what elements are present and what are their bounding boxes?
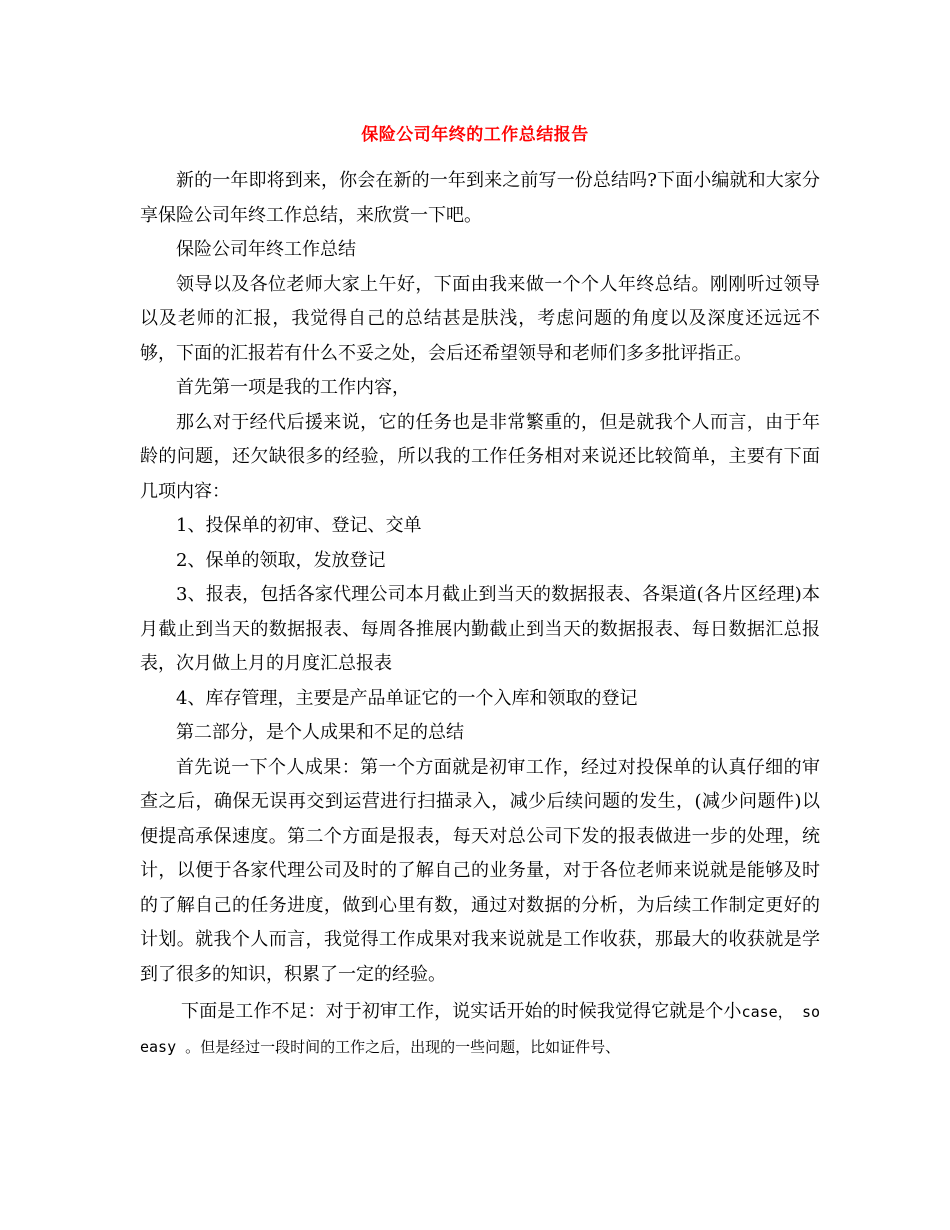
document-title: 保险公司年终的工作总结报告 bbox=[361, 125, 589, 145]
paragraph-work-overview: 那么对于经代后援来说，它的任务也是非常繁重的，但是就我个人而言，由于年龄的问题，还欠缺很多的经验，所以我的工作任务相对来说还比较简单，主要有下面几项内容： bbox=[140, 411, 820, 502]
paragraph-section-1-heading: 首先第一项是我的工作内容， bbox=[176, 377, 410, 398]
list-item-3: 3、报表，包括各家代理公司本月截止到当天的数据报表、各渠道(各片区经理)本月截止到当天的数据报表、每周各推展内勤截止到当天的数据报表、每日数据汇总报表，次月做上月的月度汇总报表 bbox=[140, 584, 820, 674]
paragraph-section-2-heading: 第二部分，是个人成果和不足的总结 bbox=[176, 722, 464, 743]
paragraph-intro: 新的一年即将到来，你会在新的一年到来之前写一份总结吗?下面小编就和大家分享保险公司年终工作总结，来欣赏一下吧。 bbox=[140, 170, 820, 226]
shortcomings-text-2: case， so easy 。但是经过一段时间的工作之后，出现的一些问题，比如证件号、 bbox=[140, 1003, 821, 1056]
list-item-1: 1、投保单的初审、登记、交单 bbox=[176, 515, 422, 536]
paragraph-subtitle: 保险公司年终工作总结 bbox=[176, 239, 356, 260]
paragraph-achievements: 首先说一下个人成果：第一个方面就是初审工作，经过对投保单的认真仔细的审查之后，确保无误再交到运营进行扫描录入，减少后续问题的发生，(减少问题件)以便提高承保速度。第二个方面是报表，每天对总公司下发的报表做进一步的处理，统计，以便于各家代理公司及时的了解自己的业务量，对于各位老师来说就是能够及时的了解自己的任务进度，做到心里有数，通过对数据的分析，为后续工作制定更好的计划。就我个人而言，我觉得工作成果对我来说就是工作收获，那最大的收获就是学到了很多的知识，积累了一定的经验。 bbox=[140, 756, 820, 985]
paragraph-greeting: 领导以及各位老师大家上午好，下面由我来做一个个人年终总结。刚刚听过领导以及老师的汇报，我觉得自己的总结甚是肤浅，考虑问题的角度以及深度还远远不够，下面的汇报若有什么不妥之处，会后还希望领导和老师们多多批评指正。 bbox=[140, 273, 820, 364]
paragraph-shortcomings bbox=[140, 995, 820, 1064]
document-body bbox=[140, 164, 820, 1064]
list-item-2: 2、保单的领取，发放登记 bbox=[176, 549, 386, 571]
list-item-4: 4、库存管理，主要是产品单证它的一个入库和领取的登记 bbox=[176, 687, 638, 709]
shortcomings-text-1: 下面是工作不足：对于初审工作，说实话开始的时候我觉得它就是个小 bbox=[181, 1001, 742, 1022]
